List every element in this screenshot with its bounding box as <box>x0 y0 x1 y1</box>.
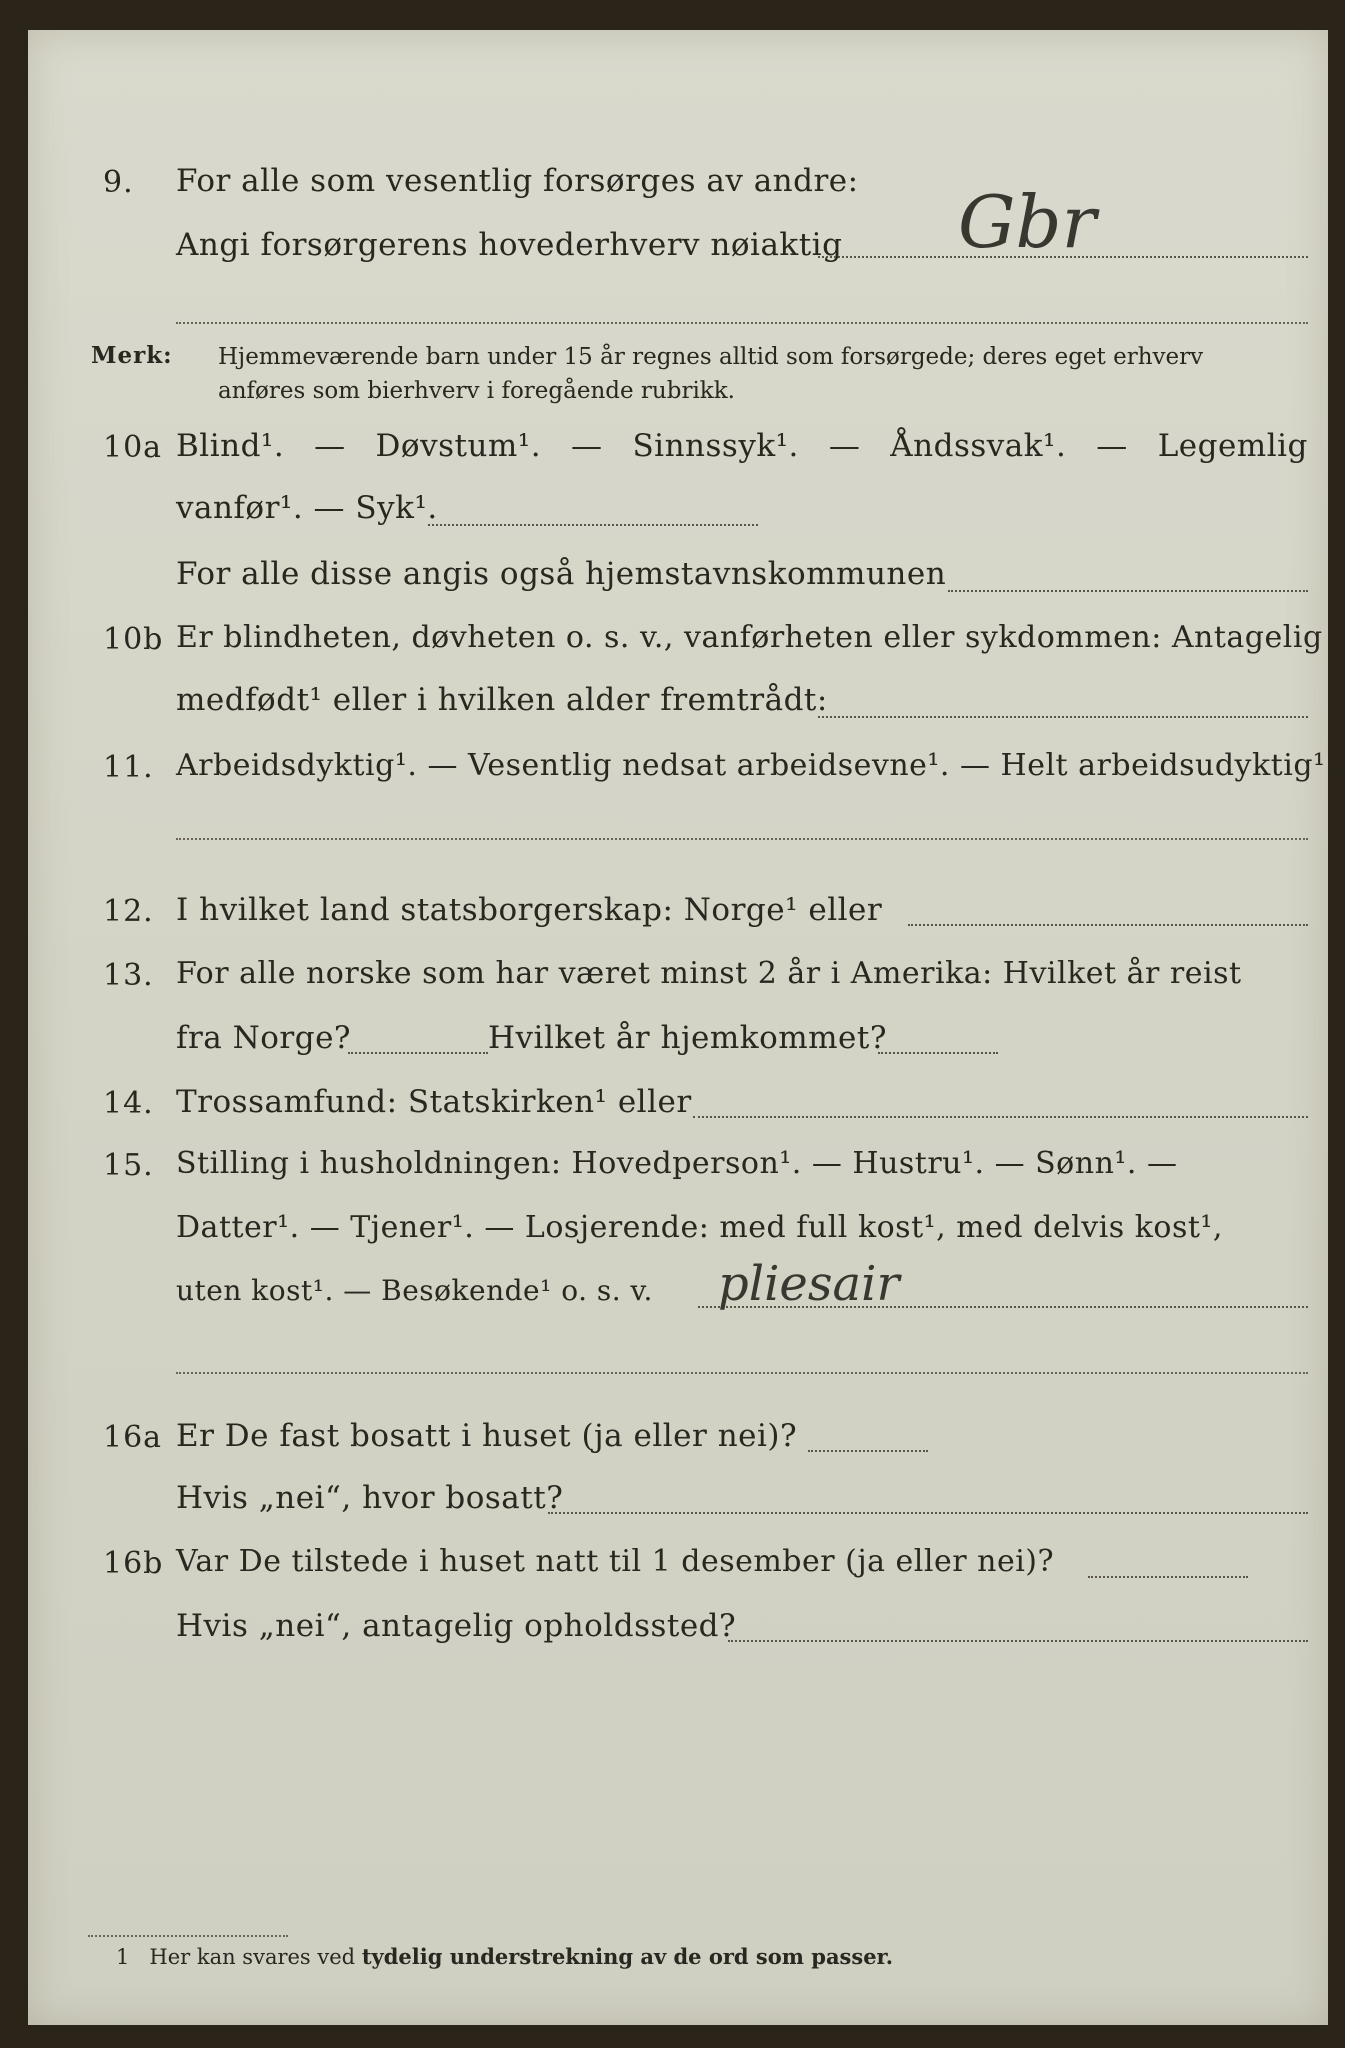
answer-line[interactable] <box>818 716 1308 718</box>
answer-line[interactable] <box>948 590 1308 592</box>
question-text: Arbeidsdyktig¹. — Vesentlig nedsat arbeidsevne¹. — Helt arbeidsudyktig¹. <box>176 748 1336 783</box>
question-text: Stilling i husholdningen: Hovedperson¹. — Hustru¹. — Sønn¹. — <box>176 1146 1178 1181</box>
question-number: 10b <box>103 622 164 657</box>
dash: — <box>1096 428 1128 464</box>
option-word: Legemlig <box>1157 428 1308 464</box>
question-number: 14. <box>103 1086 154 1121</box>
question-text: fra Norge? <box>176 1020 352 1056</box>
question-text: Angi forsørgerens hovederhverv nøiaktig <box>176 227 843 263</box>
question-number: 16a <box>103 1420 163 1455</box>
question-text: vanfør¹. — Syk¹. <box>176 490 438 526</box>
question-text: I hvilket land statsborgerskap: Norge¹ eller <box>176 892 883 928</box>
dash: — <box>828 428 861 464</box>
question-number: 11. <box>103 750 154 785</box>
question-number: 10a <box>103 430 163 465</box>
question-text: For alle som vesentlig forsørges av andre: <box>176 163 859 199</box>
question-text: medfødt¹ eller i hvilken alder fremtrådt: <box>176 682 828 718</box>
answer-line[interactable] <box>176 1372 1308 1374</box>
question-number: 16b <box>103 1546 164 1581</box>
question-text: Datter¹. — Tjener¹. — Losjerende: med full kost¹, med delvis kost¹, <box>176 1210 1223 1245</box>
question-text: For alle norske som har været minst 2 år i Amerika: Hvilket år reist <box>176 956 1242 991</box>
question-text <box>176 428 1308 464</box>
answer-line[interactable] <box>176 838 1308 840</box>
answer-line[interactable] <box>808 1450 928 1452</box>
option-word: Blind¹. <box>176 428 285 464</box>
question-number: 12. <box>103 894 154 929</box>
footnote-rule <box>88 1935 288 1937</box>
answer-line[interactable] <box>1088 1576 1248 1578</box>
answer-line[interactable] <box>548 1512 1308 1514</box>
dash: — <box>571 428 603 464</box>
dash: — <box>314 428 346 464</box>
option-word: Døvstum¹. <box>375 428 542 464</box>
question-text: Er De fast bosatt i huset (ja eller nei)? <box>176 1418 798 1454</box>
answer-line[interactable] <box>428 524 758 526</box>
footnote-text: Her kan svares ved <box>149 1945 356 1969</box>
question-number: 13. <box>103 958 154 993</box>
question-text: Er blindheten, døvheten o. s. v., vanførheten eller sykdommen: Antagelig <box>176 620 1323 655</box>
question-text: For alle disse angis også hjemstavnskommunen <box>176 556 947 592</box>
option-word: Sinnssyk¹. <box>632 428 799 464</box>
question-text: Hvilket år hjemkommet? <box>488 1020 887 1056</box>
answer-line[interactable] <box>176 322 1308 324</box>
question-text: Hvis „nei“, antagelig opholdssted? <box>176 1608 737 1644</box>
answer-line[interactable] <box>908 924 1308 926</box>
handwritten-answer: Gbr <box>958 180 1097 264</box>
footnote <box>116 1944 893 1969</box>
option-word: Åndssvak¹. <box>890 428 1067 464</box>
question-text: uten kost¹. — Besøkende¹ o. s. v. <box>176 1274 653 1307</box>
answer-line[interactable] <box>693 1116 1308 1118</box>
question-number: 9. <box>103 165 134 200</box>
answer-line[interactable] <box>878 1052 998 1054</box>
footnote-mark: 1 <box>116 1945 130 1969</box>
footnote-bold-text: tydelig understrekning av de ord som passer. <box>361 1944 894 1969</box>
note-text: anføres som bierhverv i foregående rubrikk. <box>218 378 735 404</box>
question-text: Hvis „nei“, hvor bosatt? <box>176 1480 564 1516</box>
answer-line[interactable] <box>728 1640 1308 1642</box>
question-text: Var De tilstede i huset natt til 1 desember (ja eller nei)? <box>176 1544 1055 1579</box>
note-label: Merk: <box>91 342 173 369</box>
note-text: Hjemmeværende barn under 15 år regnes alltid som forsørgede; deres eget erhverv <box>218 344 1204 370</box>
question-text: Trossamfund: Statskirken¹ eller <box>176 1084 692 1120</box>
handwritten-answer: pliesair <box>718 1256 900 1312</box>
question-number: 15. <box>103 1148 154 1183</box>
answer-line[interactable] <box>348 1052 488 1054</box>
census-form-page <box>28 30 1336 2025</box>
